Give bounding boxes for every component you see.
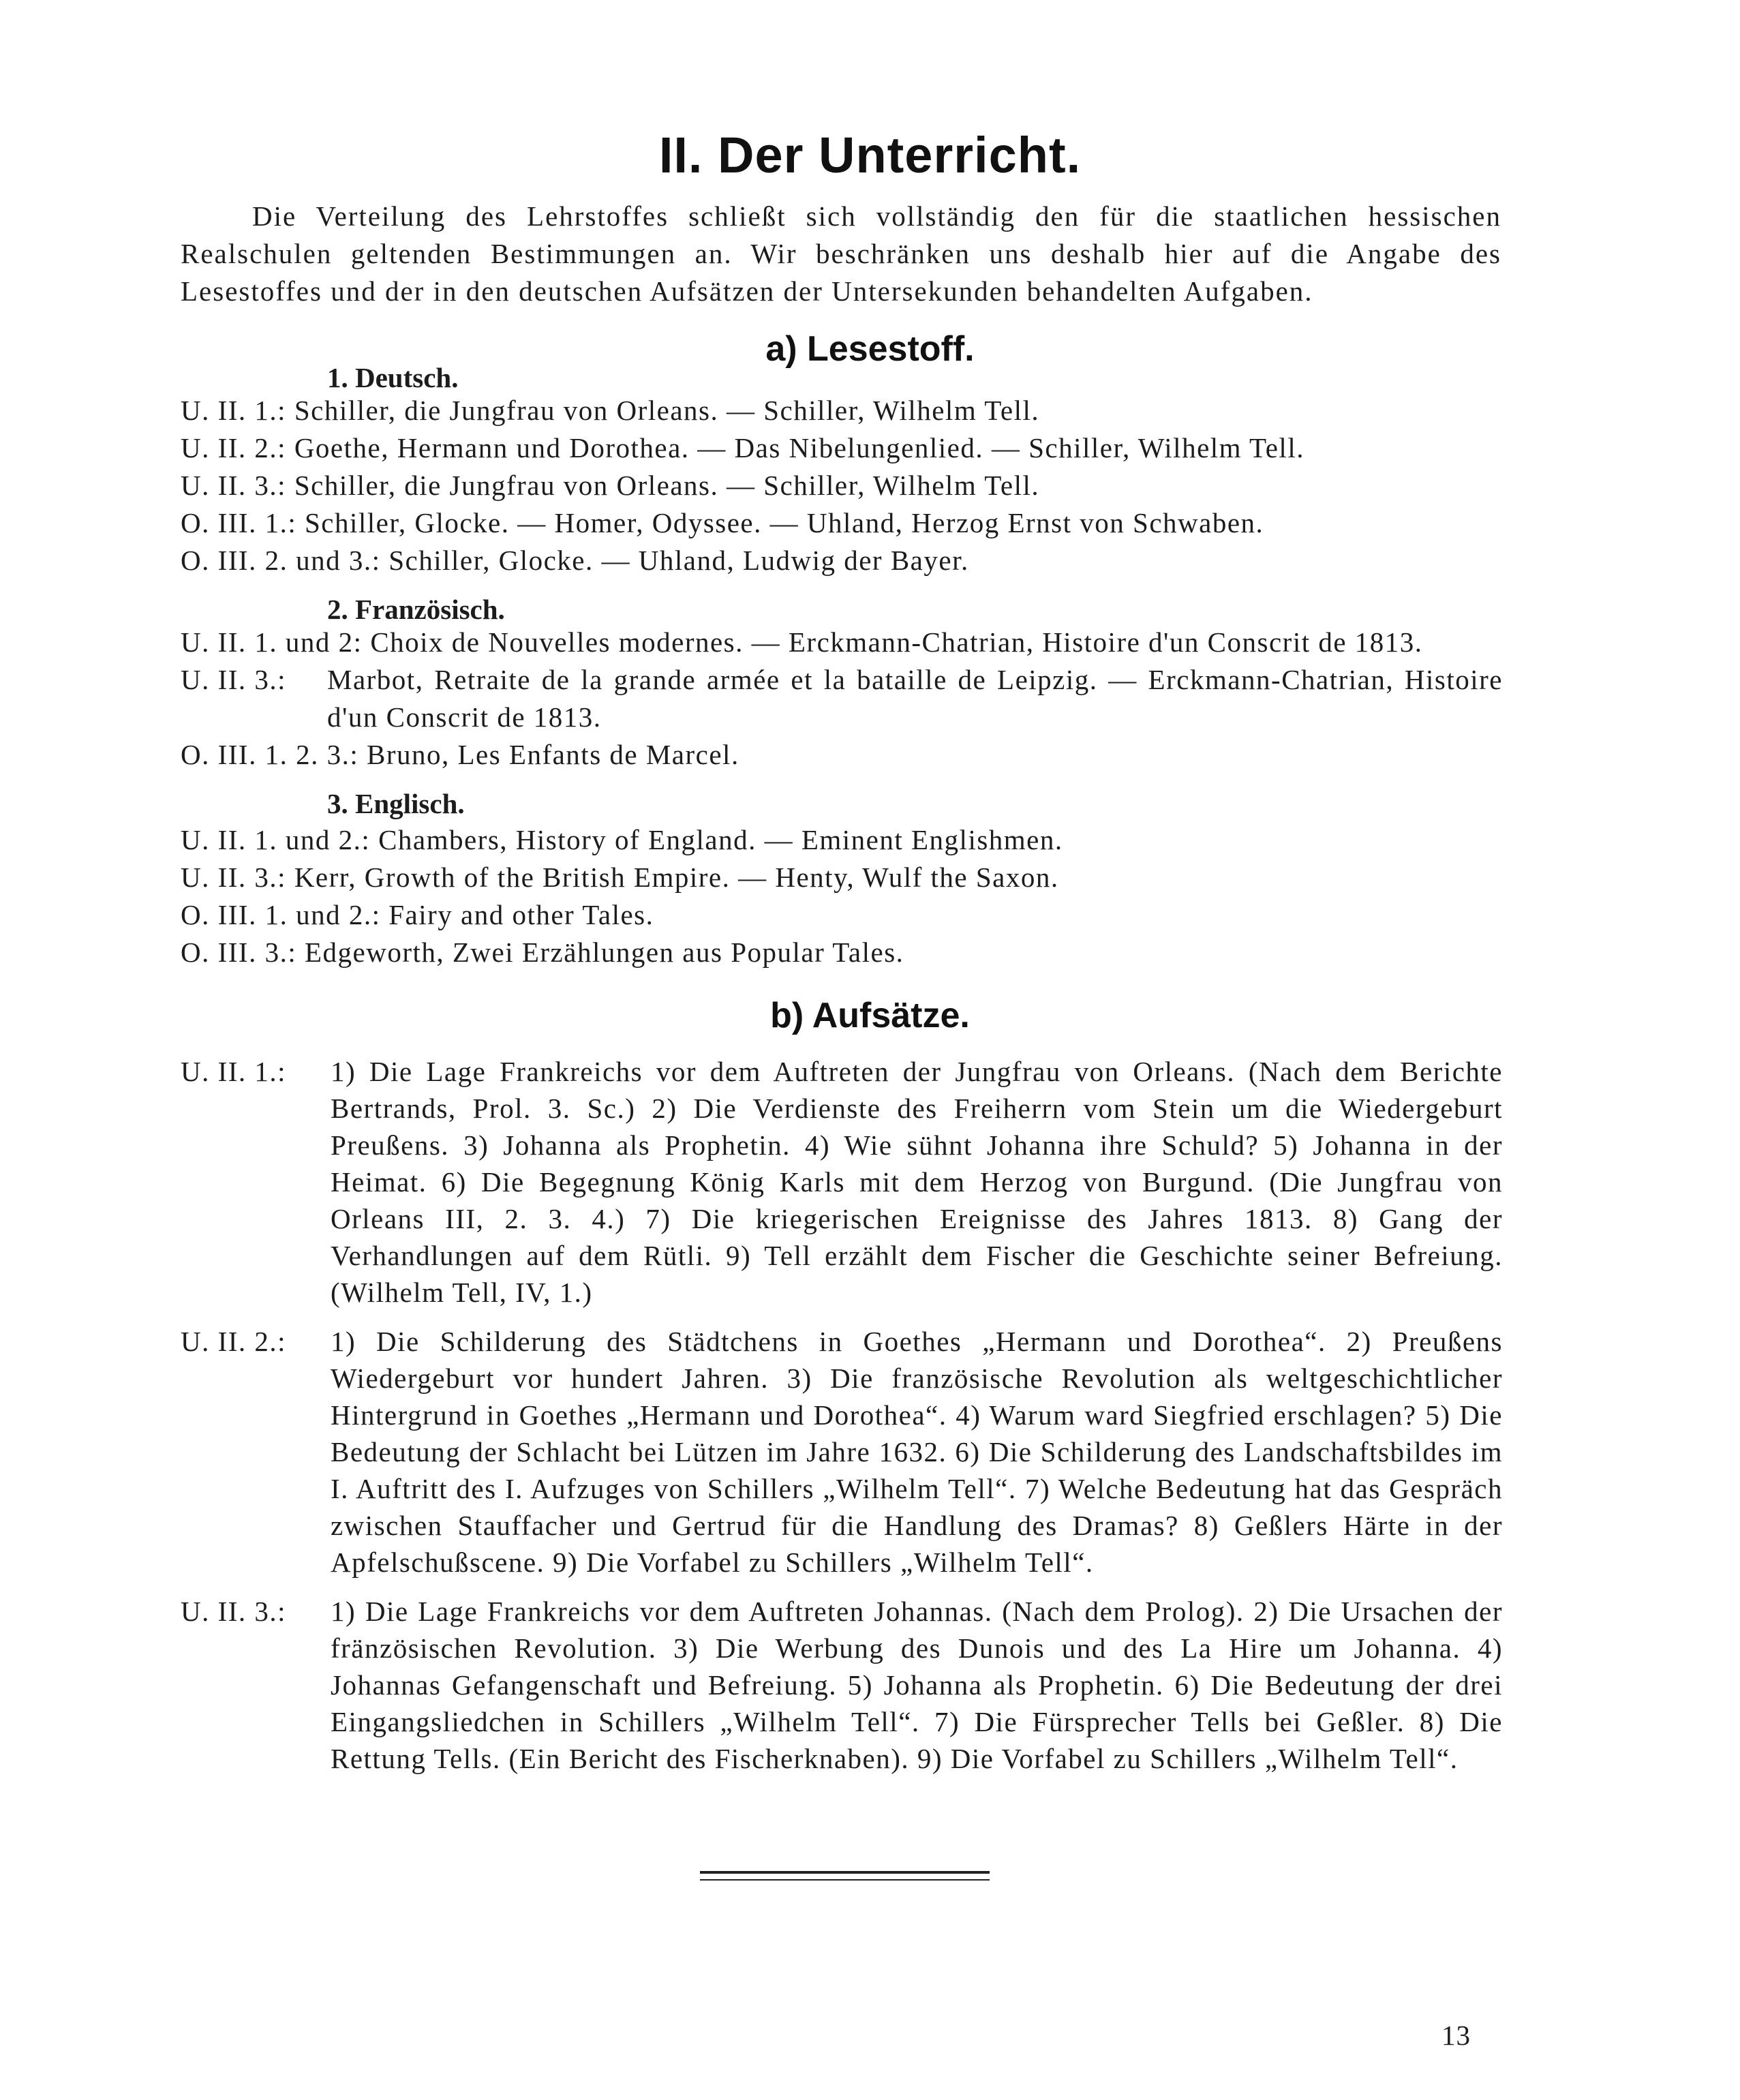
reading-text: Edgeworth, Zwei Erzählungen aus Popular Tales. xyxy=(304,937,904,968)
class-label: U. II. 1.: xyxy=(181,395,287,426)
essay-block xyxy=(181,1053,1503,1311)
list-item xyxy=(181,392,1503,429)
list-item xyxy=(181,429,1503,467)
essay-block xyxy=(181,1593,1503,1777)
englisch-list xyxy=(181,821,1503,971)
class-label: O. III. 1.: xyxy=(181,507,297,538)
class-label: U. II. 2.: xyxy=(181,1326,287,1357)
list-item xyxy=(181,934,1503,971)
class-label: U. II. 3.: xyxy=(181,862,287,893)
section-heading-lesestoff: a) Lesestoff. xyxy=(765,329,975,369)
reading-text: Schiller, die Jungfrau von Orleans. — Schiller, Wilhelm Tell. xyxy=(294,470,1040,501)
page-number: 13 xyxy=(1441,2020,1471,2051)
reading-text: Schiller, Glocke. — Uhland, Ludwig der Bayer. xyxy=(388,545,969,576)
list-item xyxy=(181,504,1503,542)
list-item xyxy=(181,821,1503,859)
list-item xyxy=(181,859,1503,896)
reading-text: Bruno, Les Enfants de Marcel. xyxy=(366,739,739,770)
essay-block xyxy=(181,1323,1503,1581)
class-label: U. II. 3.: xyxy=(181,664,287,695)
aufsaetze-list xyxy=(181,1053,1503,1789)
reading-text: Fairy and other Tales. xyxy=(388,899,654,930)
deutsch-list xyxy=(181,392,1503,579)
class-label: U. II. 3.: xyxy=(181,470,287,501)
reading-text: Schiller, die Jungfrau von Orleans. — Schiller, Wilhelm Tell. xyxy=(294,395,1040,426)
reading-text: Marbot, Retraite de la grande armée et la bataille de Leipzig. — Erckmann-Chatrian, Histoire d'un Conscrit de 1813. xyxy=(327,664,1503,733)
class-label: O. III. 1. und 2.: xyxy=(181,899,381,930)
section-end-rule xyxy=(700,1871,990,1874)
essay-topics: 1) Die Schilderung des Städtchens in Goethes „Hermann und Dorothea“. 2) Preußens Wiedergeburt vor hundert Jahren. 3) Die französische Revolution als weltgeschichtlicher Hintergrund in Goethes „Hermann und Dorothea“. 4) Warum ward Siegfried erschlagen? 5) Die Bedeutung der Schlacht bei Lützen im Jahre 1632. 6) Die Schilderung des Landschaftsbildes im I. Auftritt des I. Aufzuges von Schillers „Wilhelm Tell“. 7) Welche Bedeutung hat das Gespräch zwischen Stauffacher und Gertrud für die Handlung des Dramas? 8) Geßlers Härte in der Apfelschußscene. 9) Die Vorfabel zu Schillers „Wilhelm Tell“. xyxy=(331,1326,1503,1578)
subheading-deutsch: 1. Deutsch. xyxy=(327,362,459,393)
class-label: O. III. 3.: xyxy=(181,937,297,968)
subheading-franzoesisch: 2. Französisch. xyxy=(327,594,505,625)
reading-text: Schiller, Glocke. — Homer, Odyssee. — Uhland, Herzog Ernst von Schwaben. xyxy=(304,507,1264,538)
intro-paragraph: Die Verteilung des Lehrstoffes schließt sich vollständig den für die staatlichen hessischen Realschulen geltenden Bestimmungen an. Wir beschränken uns deshalb hier auf die Angabe des Lesestoffes und der in den deutschen Aufsätzen der Untersekunden behandelten Aufgaben. xyxy=(181,200,1501,307)
reading-text: Chambers, History of England. — Eminent Englishmen. xyxy=(378,824,1063,855)
list-item xyxy=(181,467,1503,504)
reading-text: Choix de Nouvelles modernes. — Erckmann-Chatrian, Histoire d'un Conscrit de 1813. xyxy=(370,626,1423,658)
class-label: U. II. 1. und 2.: xyxy=(181,824,371,855)
section-heading-aufsaetze: b) Aufsätze. xyxy=(770,996,970,1035)
list-item xyxy=(181,736,1503,774)
franzoesisch-list xyxy=(181,624,1503,774)
page-title: II. Der Unterricht. xyxy=(658,127,1082,183)
subheading-englisch: 3. Englisch. xyxy=(327,788,465,819)
class-label: O. III. 1. 2. 3.: xyxy=(181,739,359,770)
list-item xyxy=(181,624,1503,661)
class-label: O. III. 2. und 3.: xyxy=(181,545,381,576)
class-label: U. II. 3.: xyxy=(181,1596,287,1627)
essay-topics: 1) Die Lage Frankreichs vor dem Auftreten der Jungfrau von Orleans. (Nach dem Berichte Bertrands, Prol. 3. Sc.) 2) Die Verdienste des Freiherrn vom Stein um die Wiedergeburt Preußens. 3) Johanna als Prophetin. 4) Wie sühnt Johanna ihre Schuld? 5) Johanna in der Heimat. 6) Die Begegnung König Karls mit dem Herzog von Burgund. (Die Jungfrau von Orleans III, 2. 3. 4.) 7) Die kriegerischen Ereignisse des Jahres 1813. 8) Gang der Verhandlungen auf dem Rütli. 9) Tell erzählt dem Fischer die Geschichte seiner Befreiung. (Wilhelm Tell, IV, 1.) xyxy=(331,1056,1503,1308)
class-label: U. II. 1. und 2: xyxy=(181,626,363,658)
list-item xyxy=(181,542,1503,579)
reading-text: Kerr, Growth of the British Empire. — Henty, Wulf the Saxon. xyxy=(294,862,1059,893)
reading-text: Goethe, Hermann und Dorothea. — Das Nibelungenlied. — Schiller, Wilhelm Tell. xyxy=(294,432,1304,463)
essay-topics: 1) Die Lage Frankreichs vor dem Auftreten Johannas. (Nach dem Prolog). 2) Die Ursachen der fränzösischen Revolution. 3) Die Werbung des Dunois und des La Hire um Johanna. 4) Johannas Gefangenschaft und Befreiung. 5) Johanna als Prophetin. 6) Die Bedeutung der drei Eingangsliedchen in Schillers „Wilhelm Tell“. 7) Die Fürsprecher Tells bei Geßler. 8) Die Rettung Tells. (Ein Bericht des Fischerknaben). 9) Die Vorfabel zu Schillers „Wilhelm Tell“. xyxy=(331,1596,1503,1774)
list-item xyxy=(181,896,1503,934)
list-item xyxy=(181,661,1503,736)
class-label: U. II. 2.: xyxy=(181,432,287,463)
class-label: U. II. 1.: xyxy=(181,1056,287,1087)
section-end-rule xyxy=(700,1879,990,1881)
